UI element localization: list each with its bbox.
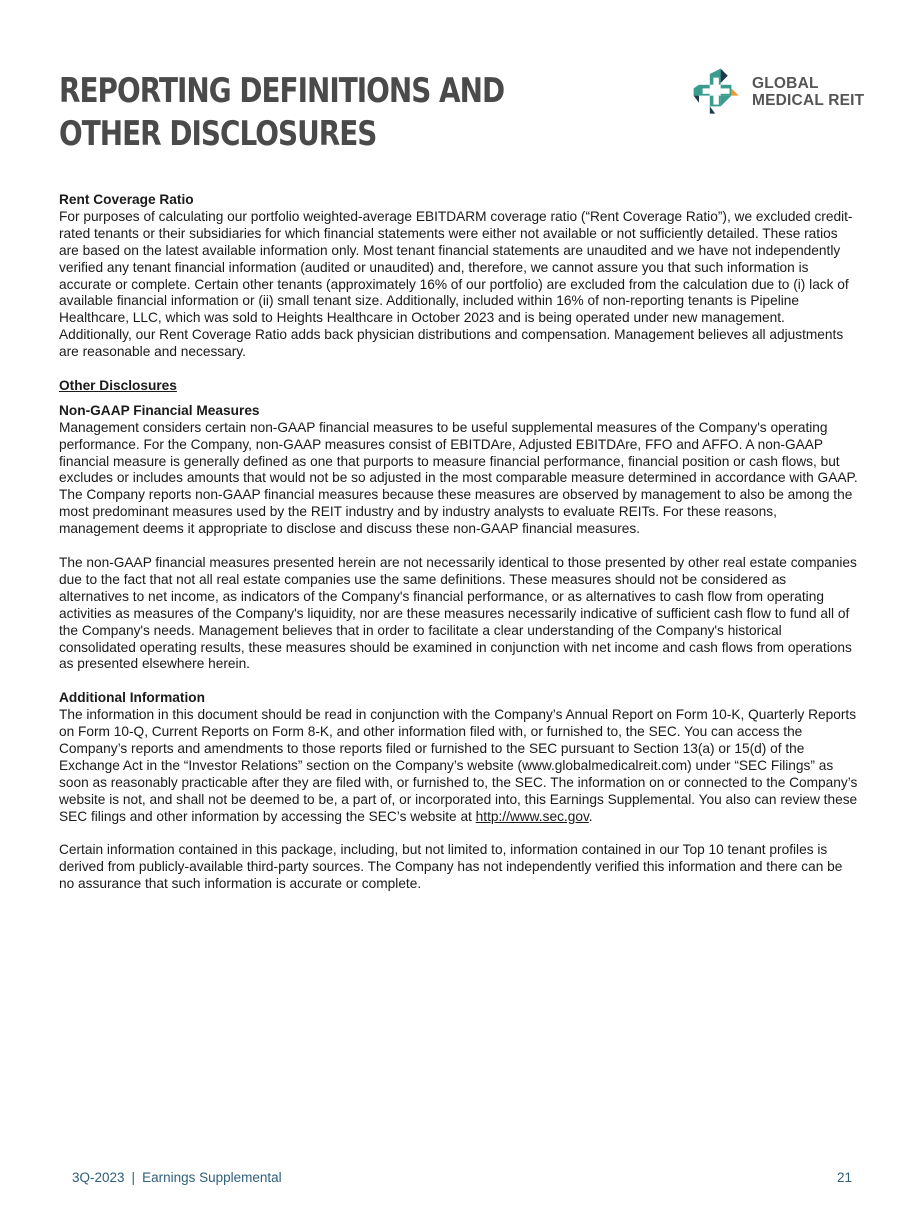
- additional-info-heading: Additional Information: [59, 690, 205, 706]
- logo-line2: MEDICAL REIT: [752, 92, 865, 109]
- sec-website-link[interactable]: http://www.sec.gov: [475, 808, 589, 824]
- page-footer: [72, 1170, 852, 1185]
- additional-info-text: The information in this document should be read in conjunction with the Company’s Annual Report on Form 10-K, Quarterly Reports on Form 10-Q, Current Reports on Form 8-K, and other information filed with, or furnished to, the SEC. You can access the Company’s reports and amendments to those reports filed or furnished to the SEC pursuant to Section 13(a) or 15(d) of the Exchange Act in the “Investor Relations” section on the Company’s website (www.globalmedicalreit.com) under “SEC Filings” as soon as reasonably practicable after they are filed with, or furnished to, the SEC. The information on or connected to the Company’s website is not, and shall not be deemed to be, a part of, or incorporated into, this Earnings Supplemental. You also can review these SEC filings and other information by accessing the SEC’s website at: [59, 707, 858, 824]
- rent-coverage-body: For purposes of calculating our portfolio weighted-average EBITDARM coverage ratio (“Rent Coverage Ratio”), we excluded credit-rated tenants or their subsidiaries for which financial statements were either not available or not sufficiently detailed. These ratios are based on the latest available information only. Most tenant financial statements are unaudited and we have not independently verified any tenant financial information (audited or unaudited) and, therefore, we cannot assure you that such information is accurate or complete. Certain other tenants (approximately 16% of our portfolio) are excluded from the calculation due to (i) lack of available financial information or (ii) small tenant size. Additionally, included within 16% of non-reporting tenants is Pipeline Healthcare, LLC, which was sold to Heights Healthcare in October 2023 and is being operated under new management. Additionally, our Rent Coverage Ratio adds back physician distributions and compensation. Management believes all adjustments are reasonable and necessary.: [59, 208, 853, 360]
- page-title: [59, 70, 504, 156]
- document-body: [59, 192, 859, 893]
- page-title-line1: REPORTING DEFINITIONS AND: [59, 71, 505, 111]
- footer-left: [72, 1170, 282, 1185]
- non-gaap-heading: Non-GAAP Financial Measures: [59, 402, 260, 418]
- cross-logo-icon: [690, 65, 744, 119]
- footer-separator: |: [131, 1170, 136, 1185]
- additional-info-body-1: [59, 707, 859, 825]
- page-title-line2: OTHER DISCLOSURES: [59, 114, 377, 154]
- company-logo: [690, 64, 865, 120]
- other-disclosures-heading: Other Disclosures: [59, 377, 177, 393]
- footer-period: 3Q-2023: [72, 1170, 125, 1185]
- rent-coverage-heading: Rent Coverage Ratio: [59, 192, 194, 207]
- additional-info-end: .: [588, 808, 593, 824]
- non-gaap-body-2: The non-GAAP financial measures presented herein are not necessarily identical to those presented by other real estate companies due to the fact that not all real estate companies use the same definitions. These measures should not be considered as alternatives to net income, as indicators of the Company's financial performance, or as alternatives to cash flow from operating activities as measures of the Company's liquidity, nor are these measures necessarily indicative of sufficient cash flow to fund all of the Company's needs. Management believes that in order to facilitate a clear understanding of the Company's historical consolidated operating results, these measures should be examined in conjunction with net income and cash flows from operations as presented elsewhere herein.: [59, 555, 857, 672]
- non-gaap-body-1: Management considers certain non-GAAP financial measures to be useful supplemental measures of the Company's operating performance. For the Company, non-GAAP measures consist of EBITDAre, Adjusted EBITDAre, FFO and AFFO. A non-GAAP financial measure is generally defined as one that purports to measure financial performance, financial position or cash flows, but excludes or includes amounts that would not be so adjusted in the most comparable measure determined in accordance with GAAP. The Company reports non-GAAP financial measures because these measures are observed by management to also be among the most predominant measures used by the REIT industry and by industry analysts to evaluate REITs. For these reasons, management deems it appropriate to disclose and discuss these non-GAAP financial measures.: [59, 419, 858, 537]
- logo-line1: GLOBAL: [752, 75, 819, 92]
- logo-wordmark: [752, 75, 864, 109]
- additional-info-body-2: Certain information contained in this package, including, but not limited to, information contained in our Top 10 tenant profiles is derived from publicly-available third-party sources. The Company has not independently verified this information and there can be no assurance that such information is accurate or complete.: [59, 842, 843, 892]
- footer-doc-name: Earnings Supplemental: [142, 1170, 282, 1185]
- footer-page-number: 21: [836, 1170, 852, 1185]
